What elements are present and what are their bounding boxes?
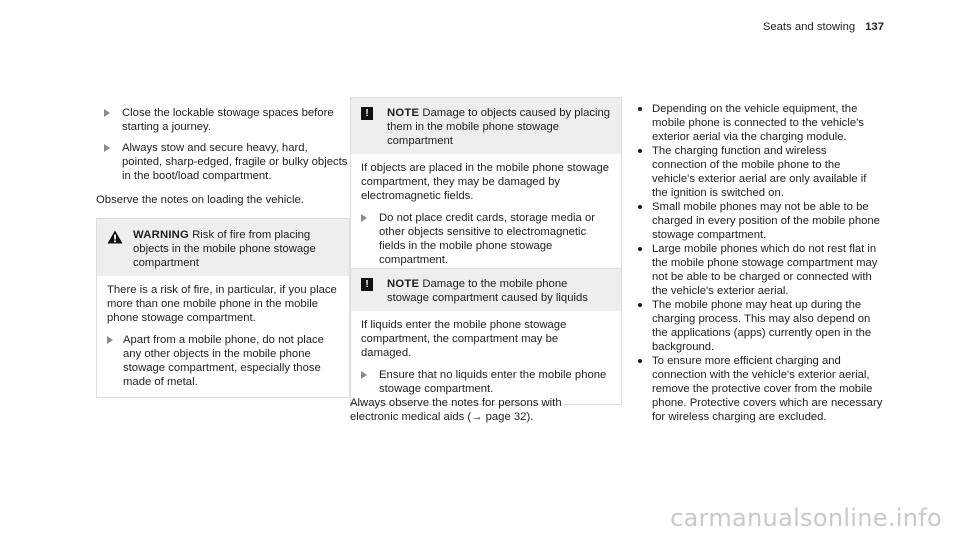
arrow-icon xyxy=(104,144,110,152)
note-header xyxy=(351,269,621,311)
warning-header xyxy=(97,219,349,276)
list-item xyxy=(652,298,884,354)
warning-title xyxy=(107,228,339,270)
list-item xyxy=(652,200,884,242)
arrow-icon xyxy=(104,109,110,117)
list-item xyxy=(652,242,884,298)
step-item xyxy=(361,368,611,396)
warning-body xyxy=(97,276,349,397)
exclamation-icon: ! xyxy=(361,107,373,120)
list-item-text: The charging function and wireless connection of the mobile phone to the vehicle's exterior aerial are only available if the ignition is switched on. xyxy=(652,145,867,199)
note-box xyxy=(350,268,622,405)
note-title-text: Damage to the mobile phone stowage compartment caused by liquids xyxy=(387,278,588,304)
footer-text: Always observe the notes for persons with electronic medical aids (→ page 32). xyxy=(350,397,562,423)
arrow-icon xyxy=(361,371,367,379)
step-text: Do not place credit cards, storage media or other objects sensitive to electromagnetic fields in the mobile phone stowage compartment. xyxy=(379,212,596,266)
warning-body-text: There is a risk of fire, in particular, if you place more than one mobile phone in the mobile phone stowage compartment. xyxy=(107,284,337,324)
list-item-text: To ensure more efficient charging and connection with the vehicle's exterior aerial, remove the protective cover from the mobile phone. Protective covers which are necessary for wireless charging are excluded. xyxy=(652,355,883,423)
note-keyword: NOTE xyxy=(387,278,420,290)
step-item xyxy=(96,141,350,183)
bullet-icon xyxy=(638,107,642,111)
warning-keyword: WARNING xyxy=(133,229,189,241)
note-body-text: If liquids enter the mobile phone stowage compartment, the compartment may be damaged. xyxy=(361,319,567,359)
note-body xyxy=(351,311,621,404)
bullet-icon xyxy=(638,205,642,209)
arrow-icon xyxy=(361,214,367,222)
exclamation-icon: ! xyxy=(361,278,373,291)
note-body xyxy=(351,154,621,275)
arrow-icon xyxy=(107,336,113,344)
watermark: carmanualsonline.info xyxy=(670,504,942,532)
note-title xyxy=(361,106,611,148)
note-title-text: Damage to objects caused by placing them in the mobile phone stowage compartment xyxy=(387,107,611,147)
note-box xyxy=(350,97,622,276)
page-header xyxy=(763,20,884,34)
bullet-list xyxy=(652,102,884,424)
list-item-text: Depending on the vehicle equipment, the mobile phone is connected to the vehicle's exterior aerial via the charging module. xyxy=(652,103,864,143)
observe-text: Observe the notes on loading the vehicle. xyxy=(96,194,304,206)
list-item xyxy=(652,102,884,144)
bullet-icon xyxy=(638,247,642,251)
note-header xyxy=(351,98,621,154)
list-item xyxy=(652,144,884,200)
bullet-icon xyxy=(638,303,642,307)
step-text: Always stow and secure heavy, hard, pointed, sharp-edged, fragile or bulky objects in the boot/load compartment. xyxy=(122,142,348,182)
step-text: Ensure that no liquids enter the mobile phone stowage compartment. xyxy=(379,369,607,395)
warning-triangle-icon xyxy=(107,230,123,244)
note-body-text: If objects are placed in the mobile phone stowage compartment, they may be damaged by electromagnetic fields. xyxy=(361,162,610,202)
warning-title-text: Risk of fire from placing objects in the mobile phone stowage compartment xyxy=(133,229,316,269)
list-item xyxy=(652,354,884,424)
step-item xyxy=(96,106,350,134)
step-item xyxy=(361,211,611,267)
list-item-text: Large mobile phones which do not rest flat in the mobile phone stowage compartment may not be able to be charged or connected with the vehicle's exterior aerial. xyxy=(652,243,878,297)
note-keyword: NOTE xyxy=(387,107,420,119)
list-item-text: Small mobile phones may not be able to be charged in every position of the mobile phone stowage compartment. xyxy=(652,201,880,241)
bullet-icon xyxy=(638,149,642,153)
page-number: 137 xyxy=(865,21,884,33)
bullet-icon xyxy=(638,359,642,363)
warning-box xyxy=(96,218,350,398)
step-text: Close the lockable stowage spaces before starting a journey. xyxy=(122,107,334,133)
list-item-text: The mobile phone may heat up during the charging process. This may also depend on the applications (apps) currently open in the background. xyxy=(652,299,872,353)
step-item xyxy=(107,333,339,389)
section-title: Seats and stowing xyxy=(762,21,856,33)
step-text: Apart from a mobile phone, do not place any other objects in the mobile phone stowage compartment, especially those made of metal. xyxy=(123,334,324,388)
column-right xyxy=(652,102,884,424)
note-title xyxy=(361,277,611,305)
